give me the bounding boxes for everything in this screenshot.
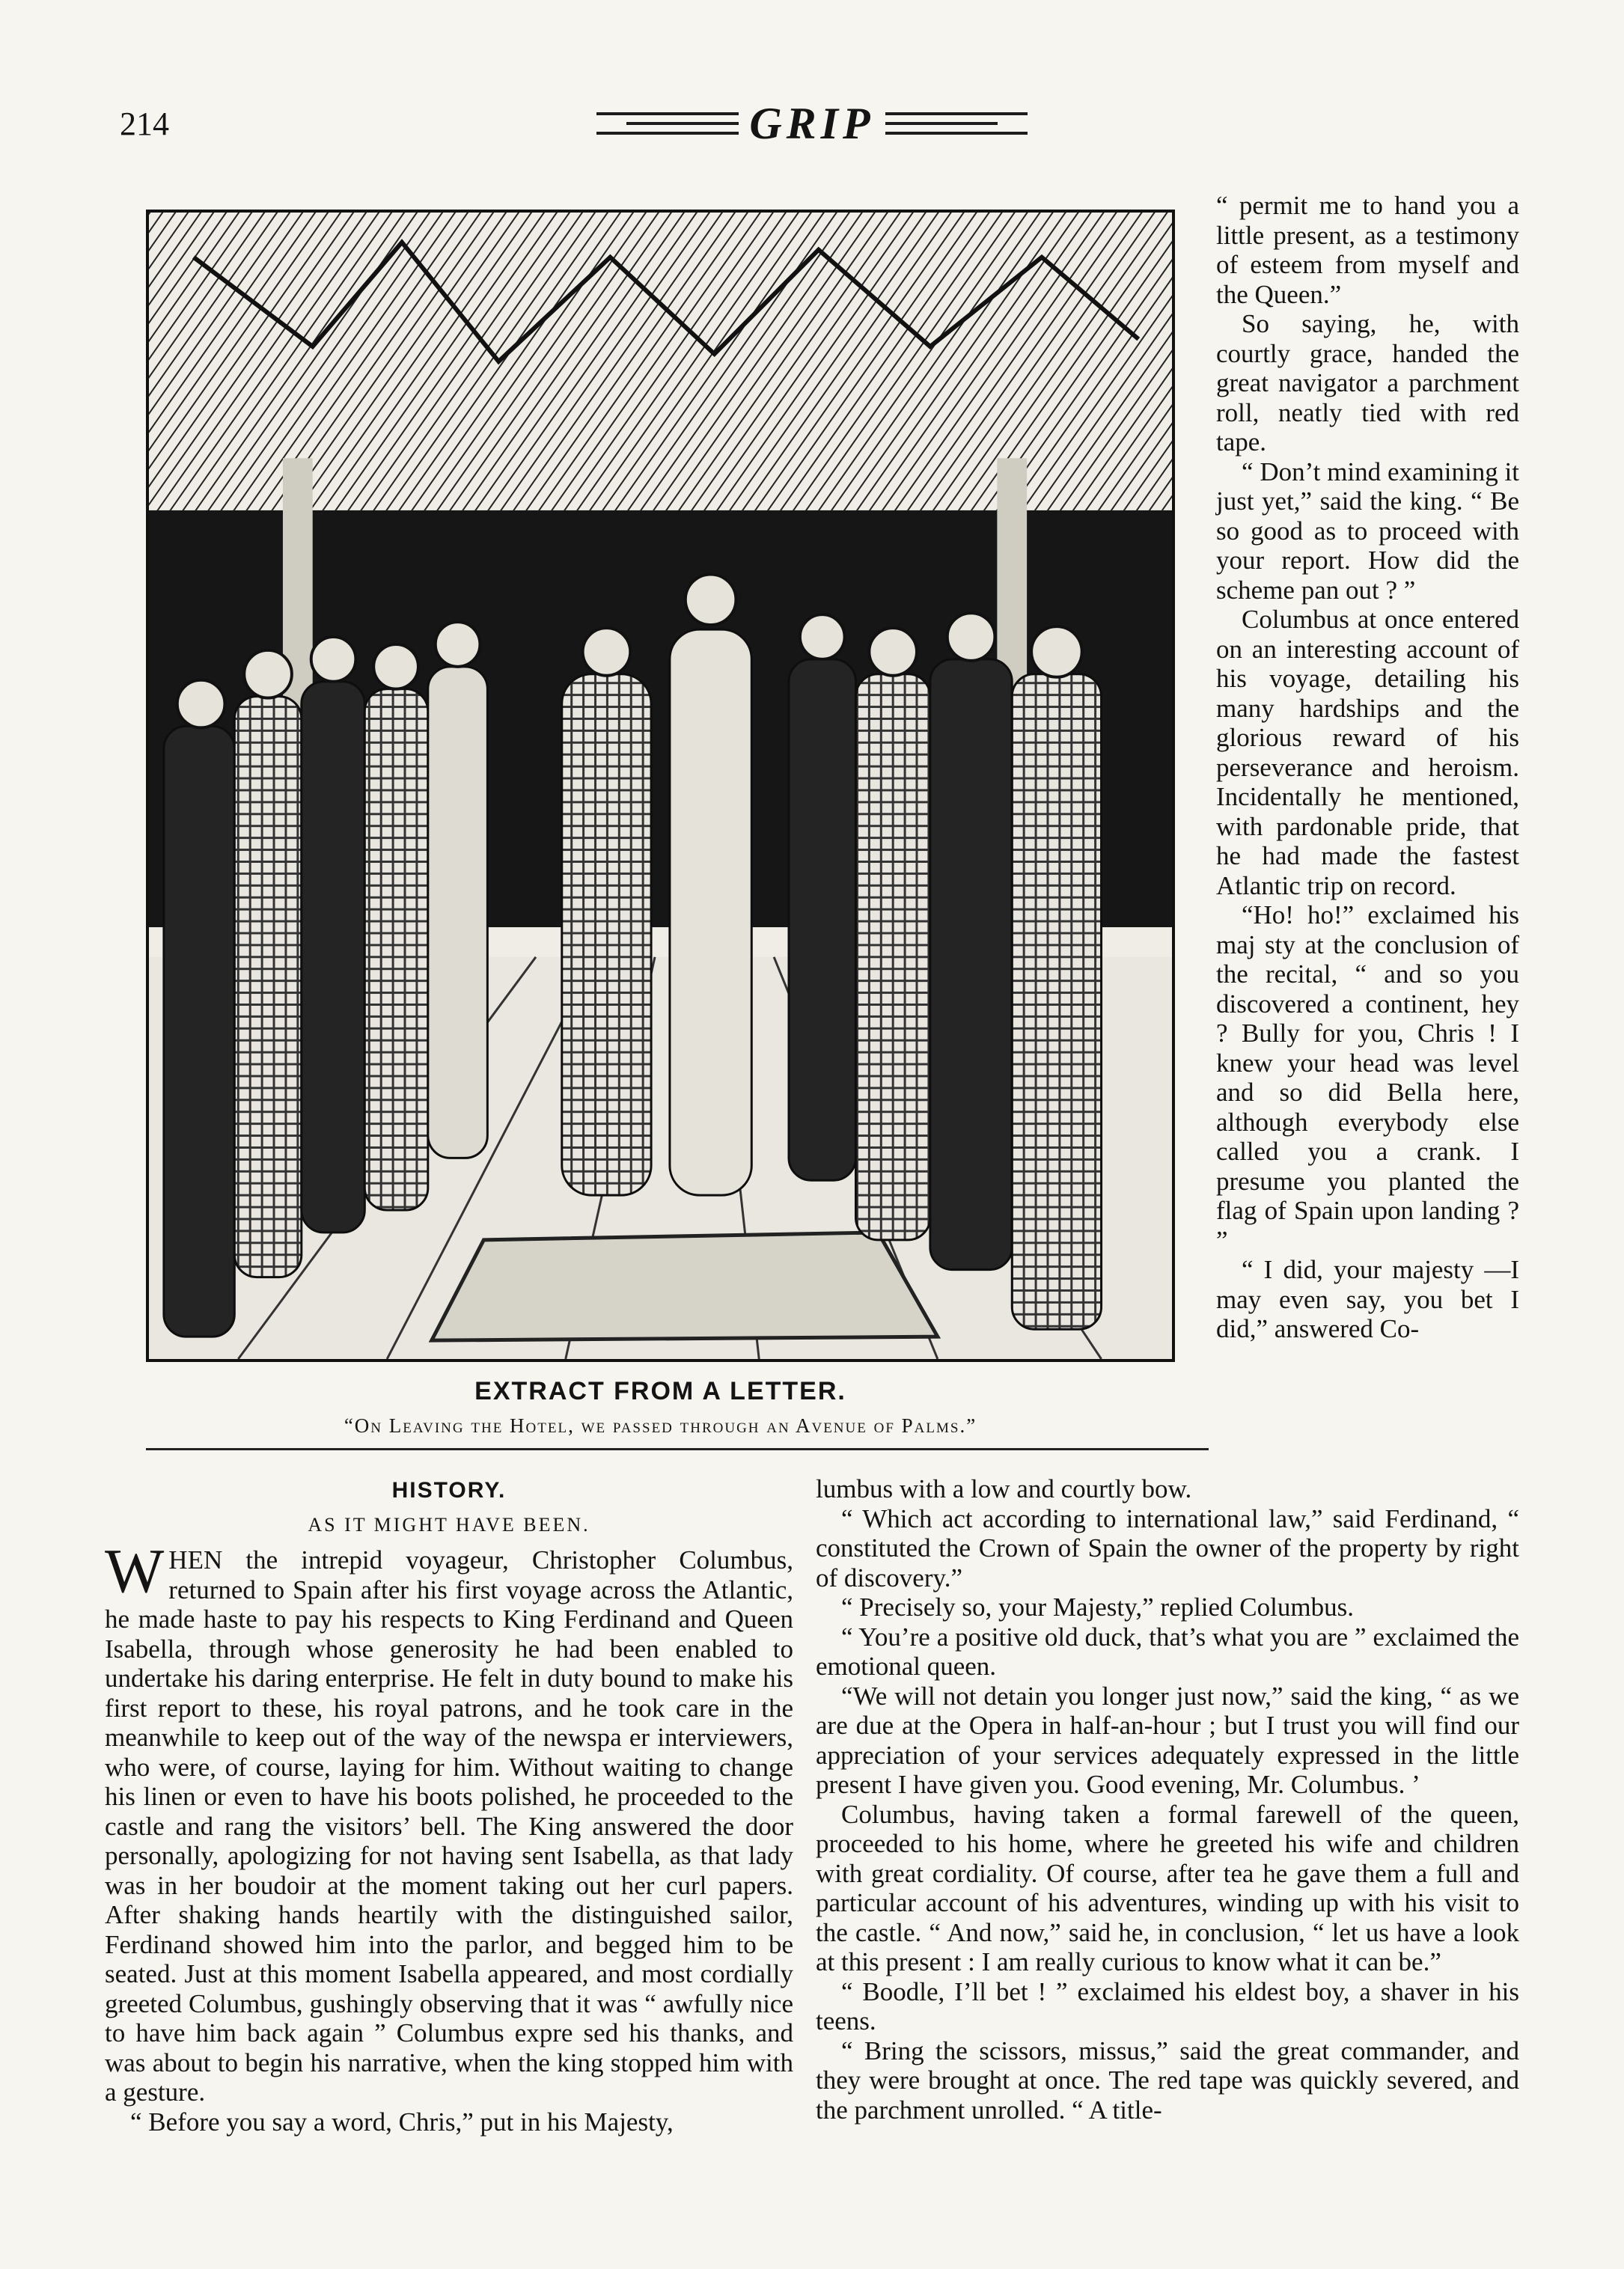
paragraph: “We will not detain you longer just now,” said the king, “ as we are due at the Opera in half-an-hour ; but I trust you will find our appreciation of your services adequately expressed in the little present I have given you. Good evening, Mr. Columbus. ’ (816, 1681, 1519, 1799)
paragraph: Columbus at once entered on an interesting account of his voyage, detailing his many hardships and the glorious reward of his perseverance and heroism. Incidentally he mentioned, with pardonable pride, that he had made the fastest Atlantic trip on record. (1216, 605, 1519, 900)
paragraph: “ Which act according to international law,” said Ferdinand, “ constituted the Crown of Spain the owner of the property by right of discovery.” (816, 1503, 1519, 1592)
paragraph: “Ho! ho!” exclaimed his maj sty at the conclusion of the recital, “ and so you discovered a continent, hey ? Bully for you, Chris ! I knew your head was level and so did Bella here, although everybody else called you a crank. I presume you planted the flag of Spain upon landing ? ” (1216, 900, 1519, 1255)
drop-cap: W (105, 1536, 165, 1606)
illustration-caption-subtitle: “On Leaving the Hotel, we passed through an Avenue of Palms.” (344, 1414, 977, 1437)
page-number: 214 (120, 106, 169, 142)
paragraph: “ Don’t mind examining it just yet,” said the king. “ Be so good as to proceed with your report. How did the scheme pan out ? ” (1216, 456, 1519, 605)
paragraph: “ permit me to hand you a little present, as a testimony of esteem from myself and the Queen.” (1216, 191, 1519, 309)
illustration (146, 210, 1175, 1362)
paragraph: “ Before you say a word, Chris,” put in his Majesty, (130, 2107, 674, 2137)
paragraph: So saying, he, with courtly grace, handed the great navigator a parchment roll, neatly tied with red tape. (1216, 309, 1519, 456)
masthead-rule-right (885, 112, 1028, 135)
masthead-title: GRIP (749, 98, 875, 148)
left-column-article (105, 1476, 793, 2137)
masthead (569, 97, 1055, 150)
article-subtitle: AS IT MIGHT HAVE BEEN. (308, 1513, 590, 1536)
article-title: HISTORY. (391, 1478, 507, 1503)
paragraph: lumbus with a low and courtly bow. (816, 1474, 1192, 1503)
caption-divider (146, 1448, 1209, 1450)
paragraph: Columbus, having taken a formal farewell of the queen, proceeded to his home, where he greeted his wife and children with great cordiality. Of course, after tea he gave them a full and particular account of his adventures, winding up with his visit to the castle. “ And now,” said he, in conclusion, “ let us have a look at this present : I am really curious to know what it can be.” (816, 1799, 1519, 1976)
paragraph: “ Boodle, I’ll bet ! ” exclaimed his eldest boy, a shaver in his teens. (816, 1976, 1519, 2036)
paragraph-text: HEN the intrepid voyageur, Christopher Columbus, returned to Spain after his first voyage across the Atlantic, he made haste to pay his respects to King Ferdinand and Queen Isabella, through whose generosity he had been enabled to undertake his daring enterprise. He felt in duty bound to make his first report to these, his royal patrons, and he took care in the meanwhile to keep out of the way of the newspa er interviewers, who were, of course, laying for him. Without waiting to change his linen or even to have his boots polished, he proceeded to the castle and rang the visitors’ bell. The King answered the door personally, apologizing for not having sent Isabella, as that lady was in her boudoir at the moment taking out her curl papers. After shaking hands heartily with the distinguished sailor, Ferdinand showed him into the parlor, and begged him to be seated. Just at this moment Isabella appeared, and most cordially greeted Columbus, gushingly observing that it was “ awfully nice to have him back again ” Columbus expre sed his thanks, and was about to begin his narrative, when the king stopped him with a gesture. (105, 1545, 793, 2107)
paragraph: “ You’re a positive old duck, that’s what you are ” exclaimed the emotional queen. (816, 1622, 1519, 1681)
paragraph: “ Precisely so, your Majesty,” replied Columbus. (841, 1592, 1354, 1622)
paragraph: “ I did, your majesty —I may even say, you bet I did,” answered Co- (1216, 1255, 1519, 1343)
paragraph: “ Bring the scissors, missus,” said the great commander, and they were brought at once. The red tape was quickly severed, and the parchment unrolled. “ A title- (816, 2036, 1519, 2125)
illustration-caption-title: EXTRACT FROM A LETTER. (474, 1377, 846, 1405)
masthead-rule-left (596, 112, 739, 135)
article-paragraph-first (105, 1536, 793, 2107)
right-column-lower (816, 1474, 1519, 2125)
engraving-reception-scene-icon (149, 213, 1172, 1359)
right-column-upper (1216, 191, 1519, 1344)
